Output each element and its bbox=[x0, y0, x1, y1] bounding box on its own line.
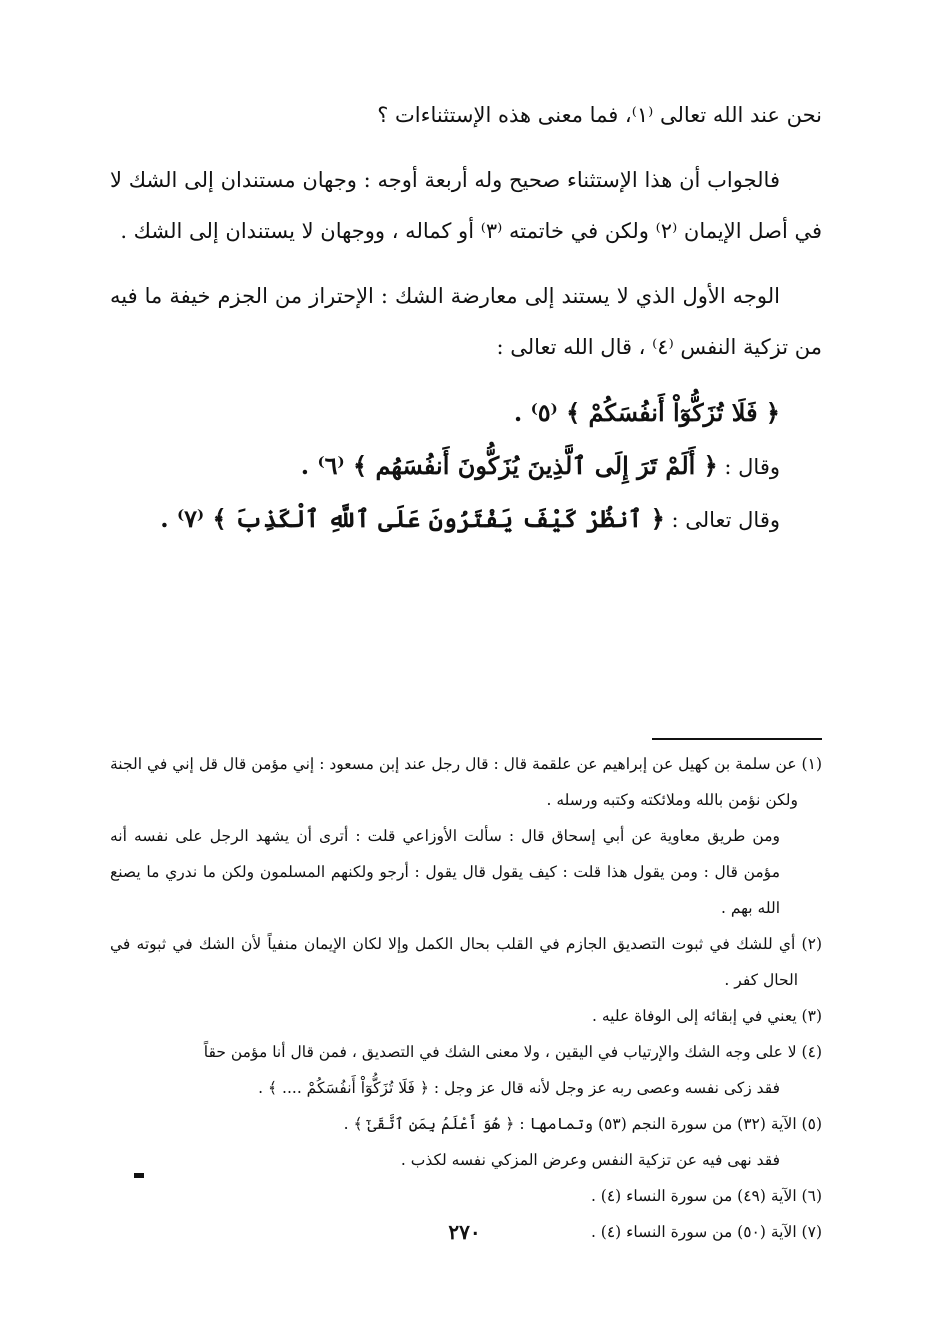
quote-line-2 bbox=[110, 440, 822, 493]
scan-mark bbox=[134, 1173, 144, 1178]
footnote-4: (٤) لا على وجه الشك والإرتياب في اليقين ، ولا معنى الشك في التصديق ، فمن قال أنا مؤمن حقاً bbox=[203, 1043, 822, 1061]
quran-verse-2: ﴿ أَلَمْ تَرَ إِلَى ٱلَّذِينَ يُزَكُّونَ أَنفُسَهُم ﴾ ⁽٦⁾ . bbox=[300, 451, 718, 480]
quote-line-1 bbox=[110, 387, 822, 440]
paragraph-answer: فالجواب أن هذا الإستثناء صحيح وله أربعة أوجه : وجهان مستندان إلى الشك لا في أصل الإيمان ⁽٢⁾ ولكن في خاتمته ⁽٣⁾ أو كماله ، ووجهان لا يستندان إلى الشك . bbox=[110, 168, 822, 243]
paragraph-question: نحن عند الله تعالى ⁽١⁾، فما معنى هذه الإستثناءات ؟ bbox=[377, 103, 822, 127]
page-number: ٢٧٠ bbox=[448, 1220, 481, 1244]
quote-line-3 bbox=[110, 493, 822, 546]
quran-verse-1: ﴿ فَلَا تُزَكُّوٓاْ أَنفُسَكُمْ ﴾ ⁽٥⁾ . bbox=[513, 398, 780, 427]
footnote-1: (١) عن سلمة بن كهيل عن إبراهيم عن علقمة قال : قال رجل عند إبن مسعود : إني مؤمن قال قل إني في الجنة ولكن نؤمن بالله وملائكته وكتبه ورسله . bbox=[110, 755, 822, 809]
footnotes bbox=[110, 746, 822, 1250]
main-text bbox=[110, 90, 822, 546]
paragraph-first-aspect: الوجه الأول الذي لا يستند إلى معارضة الشك : الإحتراز من الجزم خيفة ما فيه من تزكية النفس ⁽٤⁾ ، قال الله تعالى : bbox=[110, 284, 822, 359]
footnote-1-continued: ومن طريق معاوية عن أبي إسحاق قال : سألت الأوزاعي قلت : أترى أن يشهد الرجل على نفسه أنه مؤمن قال : ومن يقول هذا قلت : كيف يقول قال يقول : أرجو ولكنهم المسلمون ولكن ما ندري ما يصنع الله بهم . bbox=[110, 827, 780, 917]
footnote-separator bbox=[652, 738, 822, 740]
footnote-5: (٥) الآية (٣٢) من سورة النجم (٥٣) وتمامها : ﴿ هُوَ أَعْلَمُ بِمَنِ ٱتَّقَىٰٓ ﴾ . bbox=[343, 1115, 822, 1133]
footnote-6: (٦) الآية (٤٩) من سورة النساء (٤) . bbox=[590, 1187, 822, 1205]
quran-verse-3: ﴿ ٱنظُرْ كَيْفَ يَفْتَرُونَ عَلَى ٱللَّهِ ٱلْكَذِبَ ﴾ ⁽٧⁾ . bbox=[160, 504, 665, 533]
footnote-7: (٧) الآية (٥٠) من سورة النساء (٤) . bbox=[590, 1223, 822, 1241]
verse-3-intro: وقال تعالى : bbox=[664, 508, 780, 532]
footnote-4-continued: فقد زكى نفسه وعصى ربه عز وجل لأنه قال عز وجل : ﴿ فَلَا تُزَكُّوٓاْ أَنفُسَكُمْ .... ﴾ . bbox=[258, 1079, 780, 1097]
verse-2-intro: وقال : bbox=[717, 455, 780, 479]
footnote-3: (٣) يعني في إبقائه إلى الوفاة عليه . bbox=[592, 1007, 822, 1025]
footnote-5-continued: فقد نهى فيه عن تزكية النفس وعرض المزكي نفسه لكذب . bbox=[400, 1151, 780, 1169]
footnote-2: (٢) أي للشك في ثبوت التصديق الجازم في القلب بحال الكمل وإلا لكان الإيمان منفياً لأن الشك في ثبوته في الحال كفر . bbox=[110, 935, 822, 989]
